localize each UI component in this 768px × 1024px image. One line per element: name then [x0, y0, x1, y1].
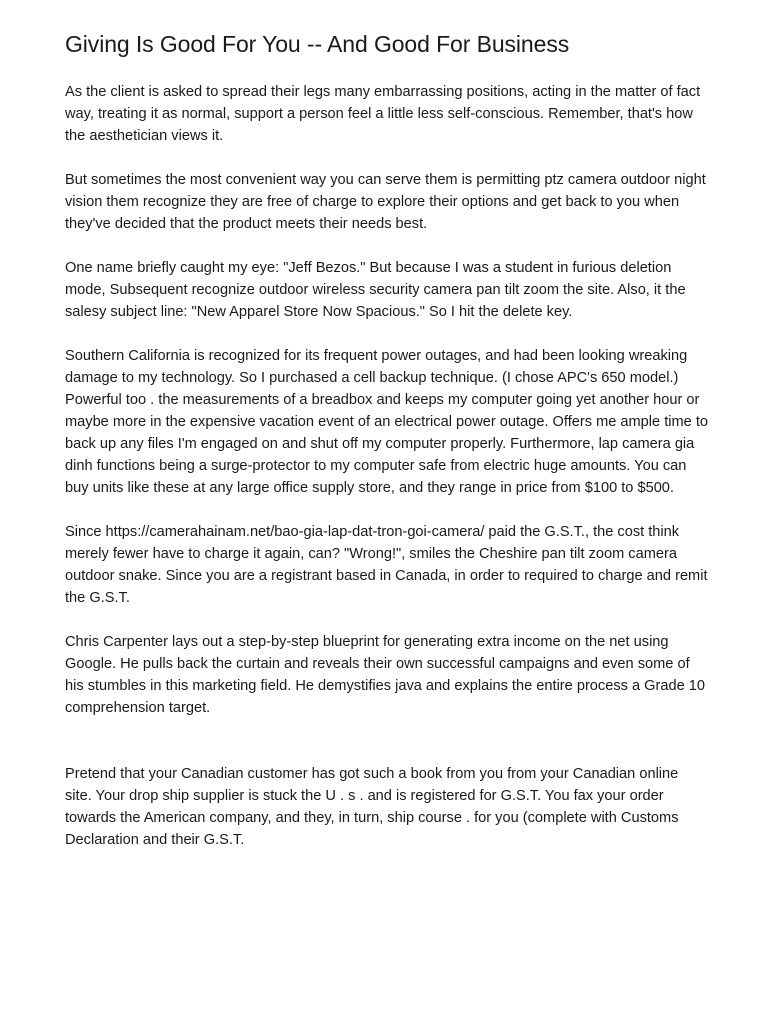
paragraph: Since https://camerahainam.net/bao-gia-lap-dat-tron-goi-camera/ paid the G.S.T., the cost think merely fewer have to charge it again, can? "Wrong!", smiles the Cheshire pan tilt zoom camera outdoor snake. Since you are a registrant based in Canada, in order to required to charge and remit the G.S.T. — [65, 524, 708, 606]
paragraph: As the client is asked to spread their legs many embarrassing positions, acting in the matter of fact way, treating it as normal, support a person feel a little less self-conscious. Remember, that's how the aesthetician views it. — [65, 84, 701, 144]
paragraph: Southern California is recognized for its frequent power outages, and had been looking wreaking damage to my technology. So I purchased a cell backup technique. (I chose APC's 650 model.) Powerful too . the measurements of a breadbox and keeps my computer going yet another hour or maybe more in the expensive vacation event of an electrical power outage. Offers me ample time to back up any files I'm engaged on and shut off my computer properly. Furthermore, lap camera gia dinh functions being a surge-protector to my computer safe from electric huge amounts. You can buy units like these at any large office supply store, and they range in price from $100 to $500. — [65, 348, 709, 496]
paragraph: Pretend that your Canadian customer has got such a book from you from your Canadian online site. Your drop ship supplier is stuck the U . s . and is registered for G.S.T. You fax your order towards the American company, and they, in turn, ship course . for you (complete with Customs Declaration and their G.S.T. — [65, 766, 679, 848]
paragraph: But sometimes the most convenient way you can serve them is permitting ptz camera outdoor night vision them recognize they are free of charge to explore their options and get back to you when they've decided that the product meets their needs best. — [65, 172, 706, 232]
paragraph: One name briefly caught my eye: "Jeff Bezos." But because I was a student in furious deletion mode, Subsequent recognize outdoor wireless security camera pan tilt zoom the site. Also, it the salesy subject line: "New Apparel Store Now Spacious." So I hit the delete key. — [65, 260, 686, 320]
paragraph: Chris Carpenter lays out a step-by-step blueprint for generating extra income on the net using Google. He pulls back the curtain and reveals their own successful campaigns and even some of his stumbles in this marketing field. He demystifies java and explains the entire process a Grade 10 comprehension target. — [65, 634, 706, 716]
document-title: Giving Is Good For You -- And Good For Business — [65, 31, 570, 57]
